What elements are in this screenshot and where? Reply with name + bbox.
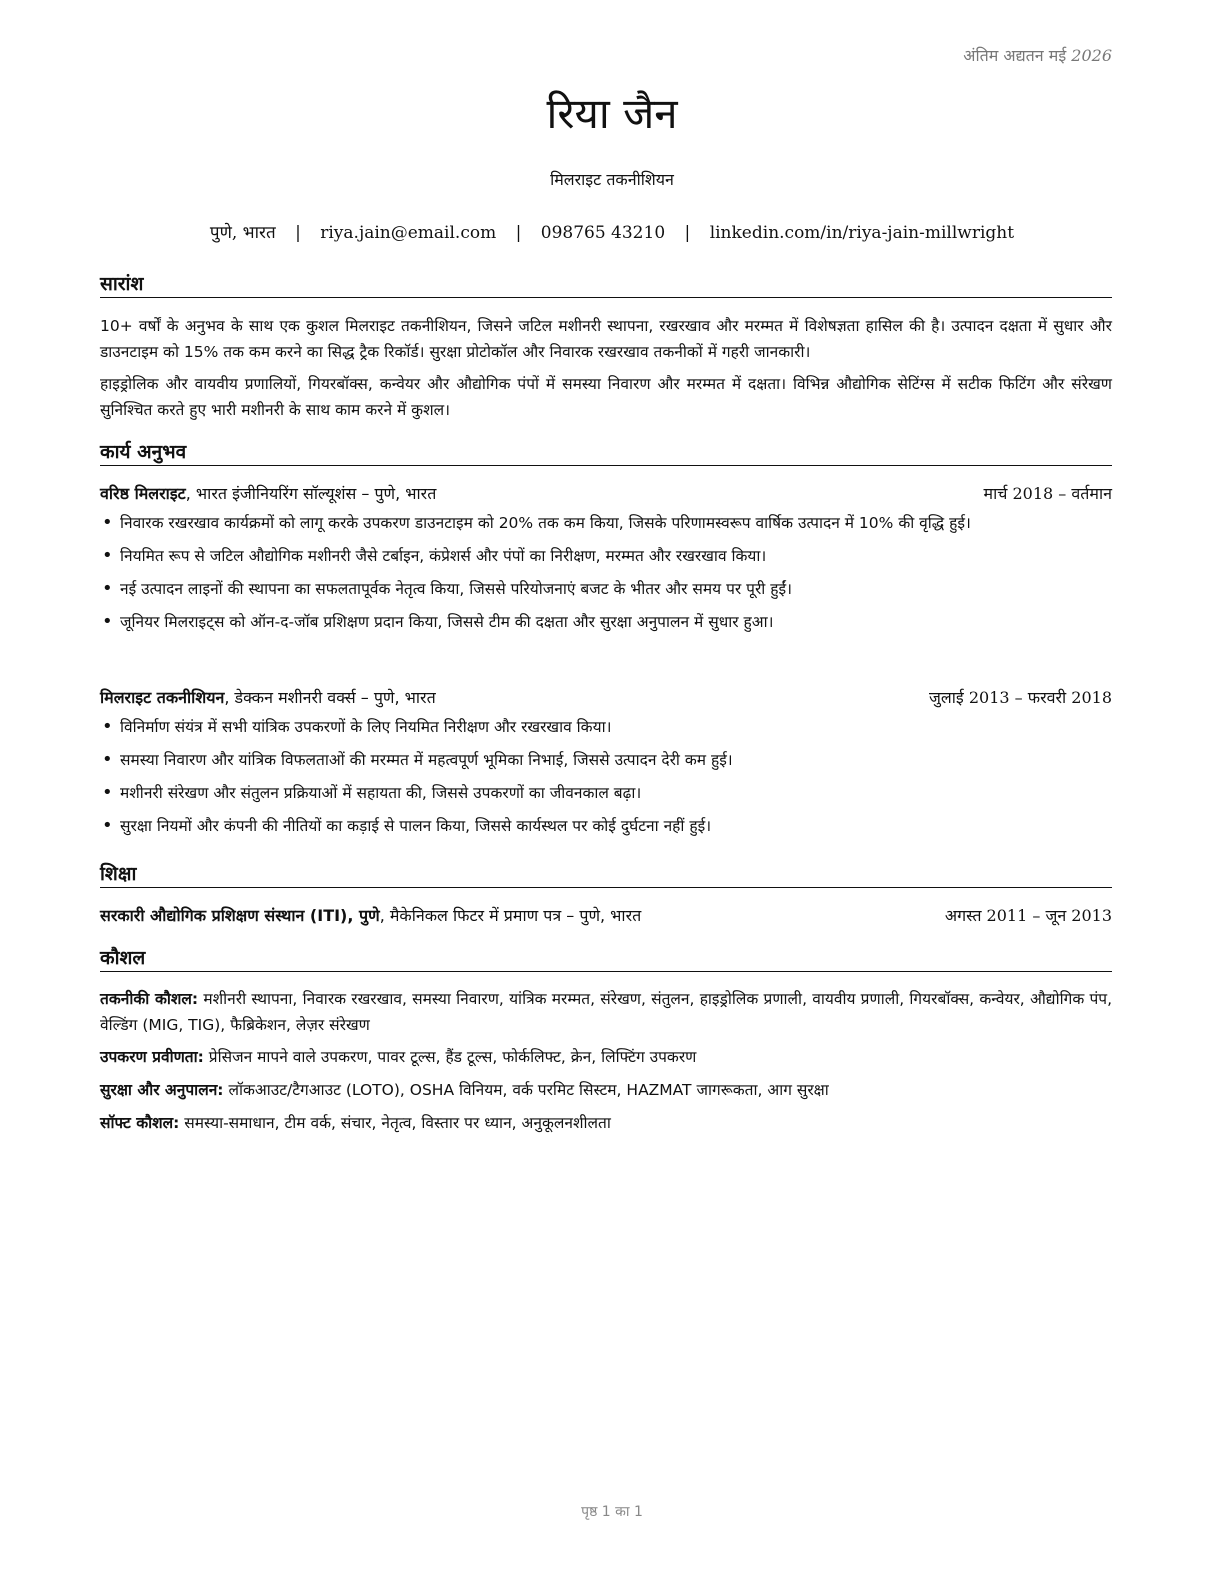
job-bullets — [100, 510, 1112, 642]
list-item: • नई उत्पादन लाइनों की स्थापना का सफलतापूर्वक नेतृत्व किया, जिससे परियोजनाएं बजट के भीतर और समय पर पूरी हुईं। — [100, 576, 1112, 602]
skill-label: तकनीकी कौशल: — [100, 990, 199, 1008]
job-company: , भारत इंजीनियरिंग सॉल्यूशंस – पुणे, भारत — [185, 484, 437, 503]
contact-location: पुणे, भारत — [209, 223, 276, 243]
skill-value: लॉकआउट/टैगआउट (LOTO), OSHA विनियम, वर्क परमिट सिस्टम, HAZMAT जागरूकता, आग सुरक्षा — [223, 1081, 829, 1099]
list-item: • निवारक रखरखाव कार्यक्रमों को लागू करके उपकरण डाउनटाइम को 20% तक कम किया, जिसके परिणामस्वरूप वार्षिक उत्पादन में 10% की वृद्धि हुई। — [100, 510, 1112, 536]
contact-separator: | — [295, 223, 301, 243]
summary-paragraph-1: 10+ वर्षों के अनुभव के साथ एक कुशल मिलराइट तकनीशियन, जिसने जटिल मशीनरी स्थापना, रखरखाव और मरम्मत में विशेषज्ञता हासिल की है। उत्पादन दक्षता में सुधार और डाउनटाइम को 15% तक कम करने का सिद्ध ट्रैक रिकॉर्ड। सुरक्षा प्रोटोकॉल और निवारक रखरखाव तकनीकों में गहरी जानकारी। — [100, 317, 1112, 361]
contact-separator: | — [684, 223, 691, 243]
job-bullets — [100, 714, 1112, 846]
skill-row-technical — [100, 986, 1112, 1038]
candidate-name: रिया जैन — [546, 89, 678, 138]
education-entry — [100, 904, 1112, 926]
last-updated-year: 2026 — [1071, 46, 1112, 65]
job-position: वरिष्ठ मिलराइट — [100, 484, 186, 503]
summary-paragraph-2: हाइड्रोलिक और वायवीय प्रणालियों, गियरबॉक्स, कन्वेयर और औद्योगिक पंपों में समस्या निवारण और मरम्मत में दक्षता। विभिन्न औद्योगिक सेटिंग्स में सटीक फिटिंग और संरेखण सुनिश्चित करते हुए भारी मशीनरी के साथ काम करने में कुशल। — [100, 375, 1112, 419]
skill-value: समस्या-समाधान, टीम वर्क, संचार, नेतृत्व, विस्तार पर ध्यान, अनुकूलनशीलता — [179, 1114, 611, 1132]
job-title-line — [100, 482, 436, 504]
section-title-summary: सारांश — [100, 270, 1112, 298]
skill-value: मशीनरी स्थापना, निवारक रखरखाव, समस्या निवारण, यांत्रिक मरम्मत, संरेखण, संतुलन, हाइड्रोलिक प्रणाली, वायवीय प्रणाली, गियरबॉक्स, कन्वेयर, औद्योगिक पंप, वेल्डिंग (MIG, TIG), फैब्रिकेशन, लेज़र संरेखण — [100, 990, 1112, 1034]
contact-line — [0, 220, 1224, 243]
last-updated-label: अंतिम अद्यतन मई — [963, 46, 1067, 65]
job-dates: मार्च 2018 – वर्तमान — [983, 484, 1112, 503]
skill-label: उपकरण प्रवीणता: — [100, 1048, 204, 1066]
job-position: मिलराइट तकनीशियन — [100, 688, 225, 707]
contact-linkedin[interactable]: linkedin.com/in/riya-jain-millwright — [709, 223, 1015, 243]
list-item: • जूनियर मिलराइट्स को ऑन-द-जॉब प्रशिक्षण प्रदान किया, जिससे टीम की दक्षता और सुरक्षा अनुपालन में सुधार हुआ। — [100, 609, 1112, 635]
contact-phone: 098765 43210 — [540, 223, 666, 243]
section-title-education: शिक्षा — [100, 860, 1112, 888]
job-company: , डेक्कन मशीनरी वर्क्स – पुणे, भारत — [224, 688, 436, 707]
skill-row-safety — [100, 1077, 1112, 1103]
education-line — [100, 904, 641, 926]
job-title-line — [100, 686, 436, 708]
skill-label: सुरक्षा और अनुपालन: — [100, 1081, 224, 1099]
candidate-role: मिलराइट तकनीशियन — [550, 170, 674, 189]
section-title-experience: कार्य अनुभव — [100, 438, 1112, 466]
skill-label: सॉफ्ट कौशल: — [100, 1114, 180, 1132]
education-detail: , मैकेनिकल फिटर में प्रमाण पत्र – पुणे, भारत — [379, 906, 642, 925]
list-item: • नियमित रूप से जटिल औद्योगिक मशीनरी जैसे टर्बाइन, कंप्रेशर्स और पंपों का निरीक्षण, मरम्मत और रखरखाव किया। — [100, 543, 1112, 569]
section-title-skills: कौशल — [100, 944, 1112, 972]
contact-separator: | — [515, 223, 522, 243]
education-dates: अगस्त 2011 – जून 2013 — [944, 906, 1112, 925]
job-dates: जुलाई 2013 – फरवरी 2018 — [929, 688, 1112, 707]
list-item: • सुरक्षा नियमों और कंपनी की नीतियों का कड़ाई से पालन किया, जिससे कार्यस्थल पर कोई दुर्घटना नहीं हुई। — [100, 813, 1112, 839]
contact-email[interactable]: riya.jain@email.com — [320, 223, 497, 243]
list-item: • विनिर्माण संयंत्र में सभी यांत्रिक उपकरणों के लिए नियमित निरीक्षण और रखरखाव किया। — [100, 714, 1112, 740]
skill-row-soft — [100, 1110, 1112, 1136]
job-header — [100, 482, 1112, 504]
job-header — [100, 686, 1112, 708]
last-updated — [963, 44, 1112, 66]
page-number: पृष्ठ 1 का 1 — [581, 1504, 643, 1520]
skill-row-tools — [100, 1044, 1112, 1070]
skill-value: प्रेसिजन मापने वाले उपकरण, पावर टूल्स, हैंड टूल्स, फोर्कलिफ्ट, क्रेन, लिफ्टिंग उपकरण — [203, 1048, 697, 1066]
education-institution: सरकारी औद्योगिक प्रशिक्षण संस्थान (ITI), पुणे — [100, 906, 380, 925]
list-item: • मशीनरी संरेखण और संतुलन प्रक्रियाओं में सहायता की, जिससे उपकरणों का जीवनकाल बढ़ा। — [100, 780, 1112, 806]
list-item: • समस्या निवारण और यांत्रिक विफलताओं की मरम्मत में महत्वपूर्ण भूमिका निभाई, जिससे उत्पादन देरी कम हुई। — [100, 747, 1112, 773]
